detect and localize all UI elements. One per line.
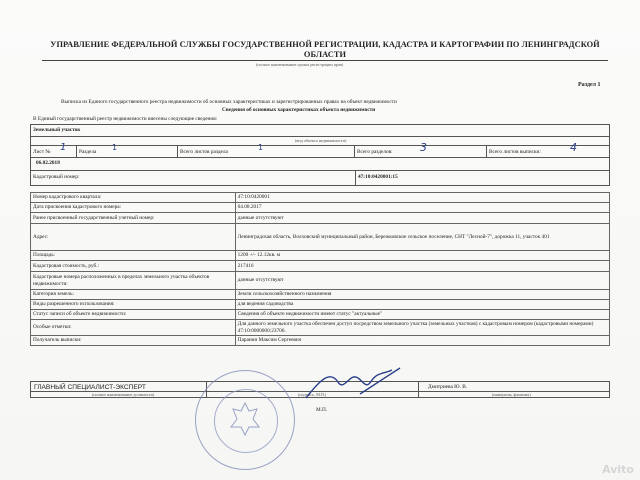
total-sheets-extract-label: Всего листов выписки: bbox=[489, 149, 541, 155]
row-label: Адрес: bbox=[31, 224, 236, 251]
section-no-value: 1 bbox=[112, 143, 118, 152]
mp-label: М.П. bbox=[316, 407, 328, 413]
cadastral-label: Кадастровый номер: bbox=[33, 174, 80, 180]
row-value: данные отсутствуют bbox=[235, 213, 609, 224]
frame-line bbox=[30, 185, 610, 186]
row-value: Сведения об объекте недвижимости имеют статус "актуальные" bbox=[235, 310, 609, 320]
row-value: 1200 +/- 12.12кв. м bbox=[235, 251, 609, 261]
table-row bbox=[31, 272, 610, 290]
row-value: для ведения садоводства bbox=[235, 300, 609, 310]
row-label: Кадастровая стоимость, руб.: bbox=[31, 261, 236, 272]
frame-line bbox=[418, 381, 419, 397]
watermark-logo: Avito bbox=[602, 463, 634, 476]
row-value: 217416 bbox=[235, 261, 609, 272]
org-underline bbox=[42, 60, 608, 61]
frame-line bbox=[609, 124, 610, 186]
table-row bbox=[31, 336, 610, 346]
section-label: Раздел 1 bbox=[578, 82, 601, 88]
table-row bbox=[31, 310, 610, 320]
frame-line bbox=[76, 145, 77, 157]
position-caption: (полное наименование должности) bbox=[92, 392, 155, 397]
row-value: данные отсутствуют bbox=[235, 272, 609, 290]
handwritten-signature-icon bbox=[300, 360, 410, 405]
emblem-icon bbox=[229, 401, 261, 437]
frame-line bbox=[30, 381, 31, 397]
total-sections-label: Всего разделов: bbox=[357, 149, 393, 155]
frame-line bbox=[355, 170, 356, 186]
row-label: Категория земель: bbox=[31, 290, 236, 300]
row-value: 04.08.2017 bbox=[235, 203, 609, 213]
table-row bbox=[31, 193, 610, 203]
table-row bbox=[31, 320, 610, 336]
signer-position: ГЛАВНЫЙ СПЕЦИАЛИСТ-ЭКСПЕРТ bbox=[34, 384, 146, 391]
frame-line bbox=[486, 145, 487, 157]
extract-subtitle: Сведения об основных характеристиках объекта недвижимости bbox=[222, 107, 376, 113]
table-row bbox=[31, 290, 610, 300]
sheet-label: Лист № bbox=[33, 149, 51, 155]
org-caption: (полное наименование органа регистрации прав) bbox=[256, 62, 344, 67]
total-sheets-value: 1 bbox=[258, 143, 264, 152]
row-value: Ленинградская область, Волховский муниципальный район, Бережковское сельское поселение, СНТ "Лесной-7", дорожка 11, участок 401 bbox=[235, 224, 609, 251]
row-label: Кадастровые номера расположенных в пределах земельного участка объектов недвижимости: bbox=[31, 272, 236, 290]
name-caption: (инициалы, фамилия) bbox=[492, 392, 531, 397]
frame-line bbox=[30, 170, 610, 171]
row-label: Номер кадастрового квартала: bbox=[31, 193, 236, 203]
row-value: 47:10:0420001 bbox=[235, 193, 609, 203]
table-row bbox=[31, 224, 610, 251]
frame-line bbox=[30, 136, 610, 137]
total-sections-value: 3 bbox=[420, 141, 427, 154]
row-label: Площадь: bbox=[31, 251, 236, 261]
table-row bbox=[31, 203, 610, 213]
section-no-label: Раздела bbox=[79, 149, 97, 155]
frame-line bbox=[30, 157, 610, 158]
intro-text: В Единый государственный реестр недвижимости внесены следующие сведения: bbox=[33, 116, 218, 122]
org-title: УПРАВЛЕНИЕ ФЕДЕРАЛЬНОЙ СЛУЖБЫ ГОСУДАРСТВЕННОЙ РЕГИСТРАЦИИ, КАДАСТРА И КАРТОГРАФИИ ПО ЛЕНИНГРАДСКОЙ ОБЛАСТИ bbox=[50, 40, 600, 59]
extract-title: Выписка из Единого государственного реестра недвижимости об основных характеристиках и зарегистрированных правах на объект недвижимости bbox=[61, 99, 397, 105]
object-caption: (вид объекта недвижимости) bbox=[295, 138, 347, 143]
row-label: Статус записи об объекте недвижимости: bbox=[31, 310, 236, 320]
characteristics-table bbox=[30, 192, 610, 346]
row-label: Особые отметки: bbox=[31, 320, 236, 336]
frame-line bbox=[354, 145, 355, 157]
total-sheets-label: Всего листов раздела bbox=[180, 149, 228, 155]
extract-date: 06.02.2018 bbox=[36, 160, 60, 166]
table-row bbox=[31, 213, 610, 224]
row-label: Виды разрешенного использования: bbox=[31, 300, 236, 310]
signer-name: Дмитриева Ю. В. bbox=[428, 384, 468, 390]
frame-line bbox=[30, 124, 31, 186]
cadastral-value: 47:10:0420001:15 bbox=[358, 174, 398, 180]
table-row bbox=[31, 251, 610, 261]
table-row bbox=[31, 300, 610, 310]
row-value: Для данного земельного участка обеспечен доступ посредством земельного участка (земельных участков) с кадастровым номером (кадастровыми номерами) 47:10:0000000:23706. bbox=[235, 320, 609, 336]
object-type: Земельный участок bbox=[33, 127, 81, 133]
table-row bbox=[31, 261, 610, 272]
row-label: Ранее присвоенный государственный учетный номер: bbox=[31, 213, 236, 224]
sheet-value: 1 bbox=[60, 142, 67, 153]
sign-caption: (подпись, М.П.) bbox=[298, 392, 327, 397]
row-value: Паранин Максим Сергеевич bbox=[235, 336, 609, 346]
frame-line bbox=[177, 145, 178, 157]
row-label: Получатель выписки: bbox=[31, 336, 236, 346]
total-sheets-extract-value: 4 bbox=[570, 141, 577, 154]
frame-line bbox=[609, 381, 610, 397]
frame-line bbox=[30, 124, 610, 125]
official-seal-icon bbox=[195, 370, 295, 470]
row-label: Дата присвоения кадастрового номера: bbox=[31, 203, 236, 213]
row-value: Земли сельскохозяйственного назначения bbox=[235, 290, 609, 300]
